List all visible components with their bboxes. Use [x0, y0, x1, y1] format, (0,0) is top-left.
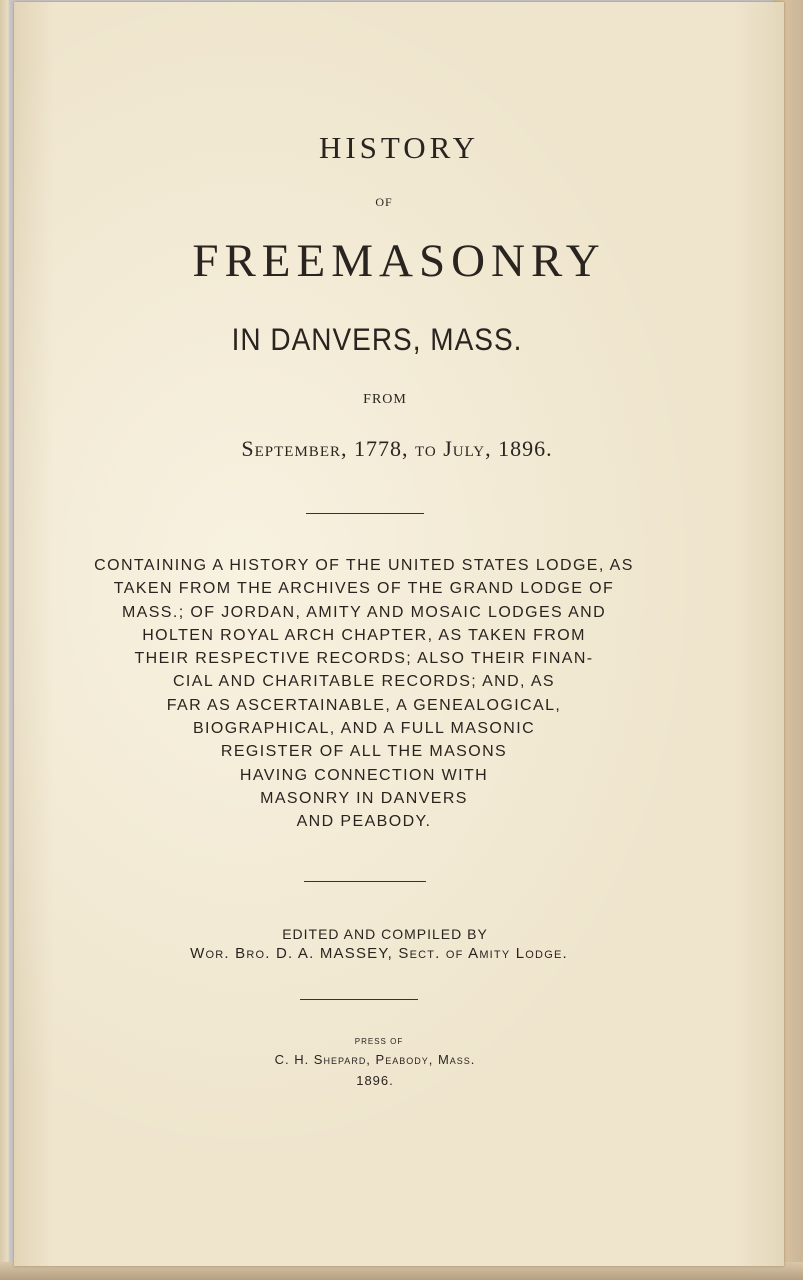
description-line: THEIR RESPECTIVE RECORDS; ALSO THEIR FINAN- — [134, 650, 594, 668]
description-line: REGISTER OF ALL THE MASONS — [220, 743, 508, 761]
title-place: IN DANVERS, MASS. — [231, 322, 523, 357]
title-dates: September, 1778, to July, 1896. — [241, 436, 553, 461]
title-history: HISTORY — [318, 130, 480, 165]
divider-rule-middle — [304, 881, 426, 882]
divider-rule-top — [306, 513, 424, 514]
description-line: AND PEABODY. — [296, 813, 432, 831]
editor-line: Wor. Bro. D. A. MASSEY, Sect. of Amity Lodge. — [190, 945, 568, 962]
description-line: CONTAINING A HISTORY OF THE UNITED STATES LODGE, AS — [94, 557, 634, 574]
description-block — [44, 554, 684, 834]
printer-line: C. H. Shepard, Peabody, Mass. — [274, 1052, 476, 1067]
title-of: OF — [375, 195, 393, 209]
description-line: HOLTEN ROYAL ARCH CHAPTER, AS TAKEN FROM — [142, 626, 586, 644]
description-line: FAR AS ASCERTAINABLE, A GENEALOGICAL, — [166, 696, 562, 714]
title-page — [14, 2, 784, 1266]
divider-rule-bottom — [300, 999, 418, 1000]
title-freemasonry: FREEMASONRY — [192, 235, 606, 287]
description-line: BIOGRAPHICAL, AND A FULL MASONIC — [192, 720, 536, 738]
year-line: 1896. — [356, 1073, 394, 1088]
press-of-line: PRESS OF — [354, 1037, 404, 1046]
description-line: HAVING CONNECTION WITH — [239, 766, 489, 784]
description-line: MASS.; OF JORDAN, AMITY AND MOSAIC LODGES AND — [121, 603, 607, 621]
description-line: TAKEN FROM THE ARCHIVES OF THE GRAND LODGE OF — [113, 580, 615, 598]
description-line: MASONRY IN DANVERS — [260, 789, 468, 807]
title-from: FROM — [363, 392, 407, 407]
description-line: CIAL AND CHARITABLE RECORDS; AND, AS — [172, 673, 556, 691]
edited-by-line: EDITED AND COMPILED BY — [282, 926, 488, 942]
